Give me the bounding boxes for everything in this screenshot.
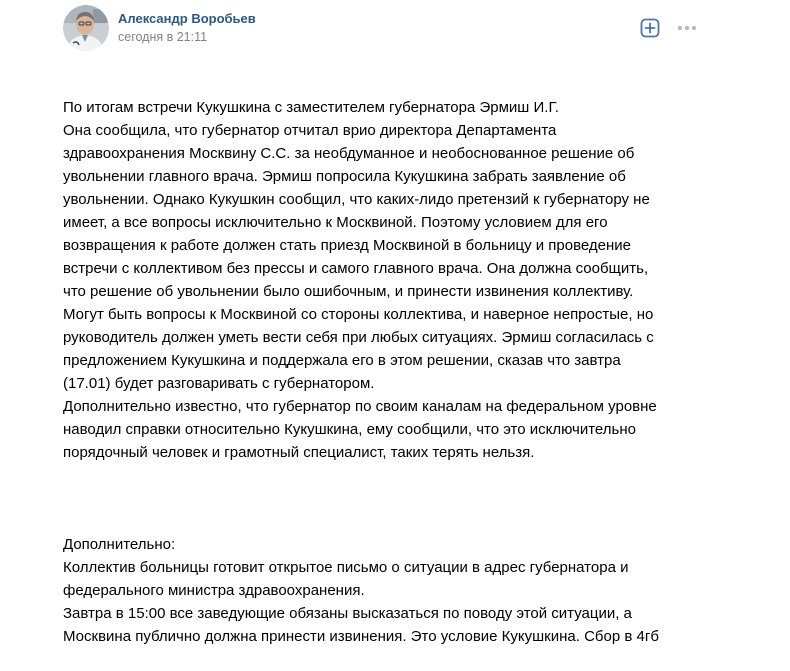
author-name-link[interactable]: Александр Воробьев (118, 11, 256, 26)
post-actions-menu-button[interactable] (677, 21, 697, 35)
post-date-link[interactable]: сегодня в 21:11 (118, 30, 208, 44)
post-header (63, 5, 753, 53)
avatar-photo-icon (63, 5, 109, 51)
author-avatar[interactable] (63, 5, 109, 51)
post-paragraph: Дополнительно: Коллектив больницы готовит открытое письмо о ситуации в адрес губернатора и федерального министра здравоохранения. Завтра в 15:00 все заведующие обязаны высказаться по поводу этой ситуации, а Москвина публично должна принести извинения. Это условие Кукушкина. Сбор в 4гб (63, 536, 659, 645)
add-to-bookmarks-button[interactable] (640, 18, 660, 38)
paragraph-gap (63, 487, 763, 510)
post-paragraph: По итогам встречи Кукушкина с заместителем губернатора Эрмиш И.Г. Она сообщила, что губернатор отчитал врио директора Департамента здравоохранения Москвину С.С. за необдуманное и необоснованное решение об увольнении главного врача. Эрмиш попросила Кукушкина забрать заявление об увольнении. Однако Кукушкин сообщил, что каких-лидо претензий к губернатору не имеет, а все вопросы исключительно к Москвиной. Поэтому условием для его возвращения к работе должен стать приезд Москвиной в больницу и проведение встречи с коллективом без прессы и самого главного врача. Она должна сообщить, что решение об увольнении было ошибочным, и принести извинения коллективу. Могут быть вопросы к Москвиной со стороны коллектива, и наверное непростые, но руководитель должен уметь вести себя при любых ситуациях. Эрмиш согласилась с предложением Кукушкина и поддержала его в этом решении, сказав что завтра (17.01) будет разговаривать с губернатором. Дополнительно известно, что губернатор по своим каналам на федеральном уровне наводил справки относительно Кукушкина, ему сообщили, что это исключительно порядочный человек и грамотный специалист, таких терять нельзя. (63, 99, 657, 461)
post-text (63, 73, 763, 671)
plus-square-icon (640, 18, 660, 38)
more-dots-icon (677, 21, 697, 35)
